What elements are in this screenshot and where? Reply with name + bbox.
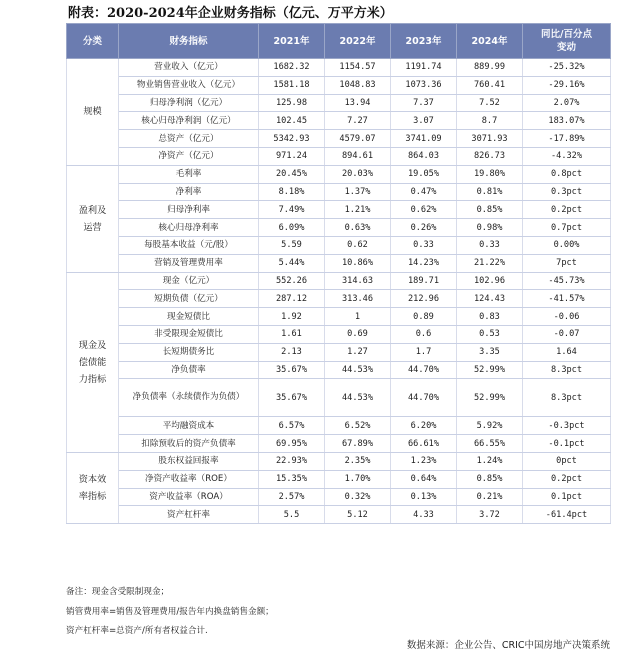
value-cell: 4579.07 <box>325 130 391 148</box>
metric-cell: 净负债率（永续债作为负债） <box>119 379 259 417</box>
value-cell: 3.72 <box>457 506 523 524</box>
table-row <box>67 272 611 290</box>
notes <box>66 583 274 642</box>
value-cell: 894.61 <box>325 147 391 165</box>
value-cell: 8.18% <box>259 183 325 201</box>
change-cell: 0.1pct <box>523 488 611 506</box>
value-cell: 7.37 <box>391 94 457 112</box>
value-cell: 1.37% <box>325 183 391 201</box>
table-row <box>67 219 611 237</box>
table-row <box>67 59 611 77</box>
value-cell: 0.98% <box>457 219 523 237</box>
value-cell: 4.33 <box>391 506 457 524</box>
value-cell: 0.81% <box>457 183 523 201</box>
metric-cell: 归母净利润（亿元） <box>119 94 259 112</box>
value-cell: 69.95% <box>259 435 325 453</box>
header-2024: 2024年 <box>457 24 523 59</box>
metric-cell: 营业收入（亿元） <box>119 59 259 77</box>
change-cell: -0.1pct <box>523 435 611 453</box>
value-cell: 6.09% <box>259 219 325 237</box>
value-cell: 1.23% <box>391 452 457 470</box>
change-cell: -61.4pct <box>523 506 611 524</box>
value-cell: 0.33 <box>457 236 523 254</box>
header-change: 同比/百分点变动 <box>523 24 611 59</box>
table-row <box>67 343 611 361</box>
note-line: 销管费用率=销售及管理费用/报告年内换盘销售金额； <box>66 606 274 617</box>
change-cell: 0.8pct <box>523 165 611 183</box>
metric-cell: 长短期债务比 <box>119 343 259 361</box>
value-cell: 1154.57 <box>325 59 391 77</box>
value-cell: 44.70% <box>391 379 457 417</box>
value-cell: 0.32% <box>325 488 391 506</box>
metric-cell: 平均融资成本 <box>119 417 259 435</box>
value-cell: 44.70% <box>391 361 457 379</box>
value-cell: 0.63% <box>325 219 391 237</box>
change-cell: 8.3pct <box>523 379 611 417</box>
value-cell: 0.85% <box>457 470 523 488</box>
value-cell: 2.35% <box>325 452 391 470</box>
change-cell: 8.3pct <box>523 361 611 379</box>
header-2023: 2023年 <box>391 24 457 59</box>
value-cell: 314.63 <box>325 272 391 290</box>
value-cell: 760.41 <box>457 76 523 94</box>
table-row <box>67 76 611 94</box>
value-cell: 1073.36 <box>391 76 457 94</box>
value-cell: 0.21% <box>457 488 523 506</box>
change-cell: -17.89% <box>523 130 611 148</box>
table-row <box>67 290 611 308</box>
table-row <box>67 506 611 524</box>
table-row <box>67 435 611 453</box>
table-row <box>67 308 611 326</box>
metric-cell: 资产收益率（ROA） <box>119 488 259 506</box>
value-cell: 1.61 <box>259 325 325 343</box>
change-cell: 0.7pct <box>523 219 611 237</box>
value-cell: 66.61% <box>391 435 457 453</box>
value-cell: 0.33 <box>391 236 457 254</box>
metric-cell: 扣除预收后的资产负债率 <box>119 435 259 453</box>
value-cell: 3.07 <box>391 112 457 130</box>
value-cell: 5342.93 <box>259 130 325 148</box>
value-cell: 6.20% <box>391 417 457 435</box>
change-cell: 0.00% <box>523 236 611 254</box>
category-cell: 资本效率指标 <box>67 452 119 523</box>
change-cell: -0.07 <box>523 325 611 343</box>
financial-table <box>66 23 611 524</box>
value-cell: 44.53% <box>325 379 391 417</box>
value-cell: 19.80% <box>457 165 523 183</box>
value-cell: 552.26 <box>259 272 325 290</box>
table-row <box>67 325 611 343</box>
value-cell: 35.67% <box>259 361 325 379</box>
change-cell: 1.64 <box>523 343 611 361</box>
table-row <box>67 452 611 470</box>
value-cell: 20.45% <box>259 165 325 183</box>
metric-cell: 物业销售营业收入（亿元） <box>119 76 259 94</box>
change-cell: 0.3pct <box>523 183 611 201</box>
change-cell: 7pct <box>523 254 611 272</box>
value-cell: 6.57% <box>259 417 325 435</box>
value-cell: 15.35% <box>259 470 325 488</box>
value-cell: 3.35 <box>457 343 523 361</box>
value-cell: 0.69 <box>325 325 391 343</box>
value-cell: 1.70% <box>325 470 391 488</box>
table-row <box>67 130 611 148</box>
header-2022: 2022年 <box>325 24 391 59</box>
table-row <box>67 470 611 488</box>
value-cell: 1191.74 <box>391 59 457 77</box>
value-cell: 2.57% <box>259 488 325 506</box>
table-row <box>67 183 611 201</box>
change-cell: 0.2pct <box>523 201 611 219</box>
value-cell: 971.24 <box>259 147 325 165</box>
value-cell: 0.26% <box>391 219 457 237</box>
value-cell: 124.43 <box>457 290 523 308</box>
table-row <box>67 201 611 219</box>
metric-cell: 短期负债（亿元） <box>119 290 259 308</box>
metric-cell: 每股基本收益（元/股） <box>119 236 259 254</box>
value-cell: 1048.83 <box>325 76 391 94</box>
value-cell: 0.64% <box>391 470 457 488</box>
metric-cell: 净资产收益率（ROE） <box>119 470 259 488</box>
value-cell: 20.03% <box>325 165 391 183</box>
note-line: 备注：现金含受限制现金； <box>66 587 170 597</box>
value-cell: 5.5 <box>259 506 325 524</box>
table-title: 附表：2020-2024年企业财务指标（亿元、万平方米） <box>68 6 393 21</box>
value-cell: 0.62 <box>325 236 391 254</box>
value-cell: 0.53 <box>457 325 523 343</box>
value-cell: 5.59 <box>259 236 325 254</box>
value-cell: 1.21% <box>325 201 391 219</box>
metric-cell: 归母净利率 <box>119 201 259 219</box>
value-cell: 102.45 <box>259 112 325 130</box>
value-cell: 1.24% <box>457 452 523 470</box>
value-cell: 14.23% <box>391 254 457 272</box>
value-cell: 2.13 <box>259 343 325 361</box>
table-row <box>67 147 611 165</box>
change-cell: -25.32% <box>523 59 611 77</box>
table-row <box>67 488 611 506</box>
value-cell: 8.7 <box>457 112 523 130</box>
value-cell: 52.99% <box>457 361 523 379</box>
header-category: 分类 <box>67 24 119 59</box>
value-cell: 0.89 <box>391 308 457 326</box>
value-cell: 0.47% <box>391 183 457 201</box>
metric-cell: 资产杠杆率 <box>119 506 259 524</box>
table-row <box>67 254 611 272</box>
category-cell: 现金及偿债能力指标 <box>67 272 119 452</box>
value-cell: 35.67% <box>259 379 325 417</box>
value-cell: 6.52% <box>325 417 391 435</box>
value-cell: 3071.93 <box>457 130 523 148</box>
value-cell: 0.6 <box>391 325 457 343</box>
table-row <box>67 236 611 254</box>
metric-cell: 净负债率 <box>119 361 259 379</box>
value-cell: 287.12 <box>259 290 325 308</box>
value-cell: 52.99% <box>457 379 523 417</box>
change-cell: 0pct <box>523 452 611 470</box>
value-cell: 5.44% <box>259 254 325 272</box>
value-cell: 1.7 <box>391 343 457 361</box>
value-cell: 21.22% <box>457 254 523 272</box>
table-row <box>67 94 611 112</box>
value-cell: 0.83 <box>457 308 523 326</box>
category-cell: 盈利及运营 <box>67 165 119 272</box>
change-cell: -0.06 <box>523 308 611 326</box>
value-cell: 13.94 <box>325 94 391 112</box>
metric-cell: 现金短债比 <box>119 308 259 326</box>
value-cell: 1581.18 <box>259 76 325 94</box>
value-cell: 66.55% <box>457 435 523 453</box>
value-cell: 0.85% <box>457 201 523 219</box>
value-cell: 189.71 <box>391 272 457 290</box>
value-cell: 313.46 <box>325 290 391 308</box>
table-row <box>67 361 611 379</box>
value-cell: 212.96 <box>391 290 457 308</box>
value-cell: 1 <box>325 308 391 326</box>
value-cell: 1682.32 <box>259 59 325 77</box>
header-row <box>67 24 611 59</box>
value-cell: 5.12 <box>325 506 391 524</box>
value-cell: 125.98 <box>259 94 325 112</box>
table-row <box>67 165 611 183</box>
value-cell: 889.99 <box>457 59 523 77</box>
value-cell: 7.27 <box>325 112 391 130</box>
value-cell: 7.49% <box>259 201 325 219</box>
value-cell: 0.62% <box>391 201 457 219</box>
value-cell: 864.03 <box>391 147 457 165</box>
metric-cell: 现金（亿元） <box>119 272 259 290</box>
data-source: 数据来源：企业公告、CRIC中国房地产决策系统 <box>406 640 610 651</box>
value-cell: 102.96 <box>457 272 523 290</box>
change-cell: -45.73% <box>523 272 611 290</box>
metric-cell: 非受限现金短债比 <box>119 325 259 343</box>
metric-cell: 净利率 <box>119 183 259 201</box>
value-cell: 67.89% <box>325 435 391 453</box>
change-cell: 183.07% <box>523 112 611 130</box>
value-cell: 7.52 <box>457 94 523 112</box>
metric-cell: 核心归母净利率 <box>119 219 259 237</box>
metric-cell: 净资产（亿元） <box>119 147 259 165</box>
table-row <box>67 112 611 130</box>
note-line: 资产杠杆率=总资产/所有者权益合计. <box>66 626 208 636</box>
header-2021: 2021年 <box>259 24 325 59</box>
metric-cell: 营销及管理费用率 <box>119 254 259 272</box>
metric-cell: 核心归母净利润（亿元） <box>119 112 259 130</box>
change-cell: -29.16% <box>523 76 611 94</box>
value-cell: 1.92 <box>259 308 325 326</box>
category-cell: 规模 <box>67 59 119 166</box>
value-cell: 5.92% <box>457 417 523 435</box>
value-cell: 0.13% <box>391 488 457 506</box>
value-cell: 10.86% <box>325 254 391 272</box>
metric-cell: 总资产（亿元） <box>119 130 259 148</box>
metric-cell: 毛利率 <box>119 165 259 183</box>
value-cell: 22.93% <box>259 452 325 470</box>
change-cell: -41.57% <box>523 290 611 308</box>
change-cell: -4.32% <box>523 147 611 165</box>
value-cell: 44.53% <box>325 361 391 379</box>
value-cell: 3741.09 <box>391 130 457 148</box>
header-metric: 财务指标 <box>119 24 259 59</box>
value-cell: 1.27 <box>325 343 391 361</box>
change-cell: -0.3pct <box>523 417 611 435</box>
metric-cell: 股东权益回报率 <box>119 452 259 470</box>
value-cell: 826.73 <box>457 147 523 165</box>
value-cell: 19.05% <box>391 165 457 183</box>
change-cell: 0.2pct <box>523 470 611 488</box>
table-row <box>67 379 611 417</box>
table-row <box>67 417 611 435</box>
change-cell: 2.07% <box>523 94 611 112</box>
